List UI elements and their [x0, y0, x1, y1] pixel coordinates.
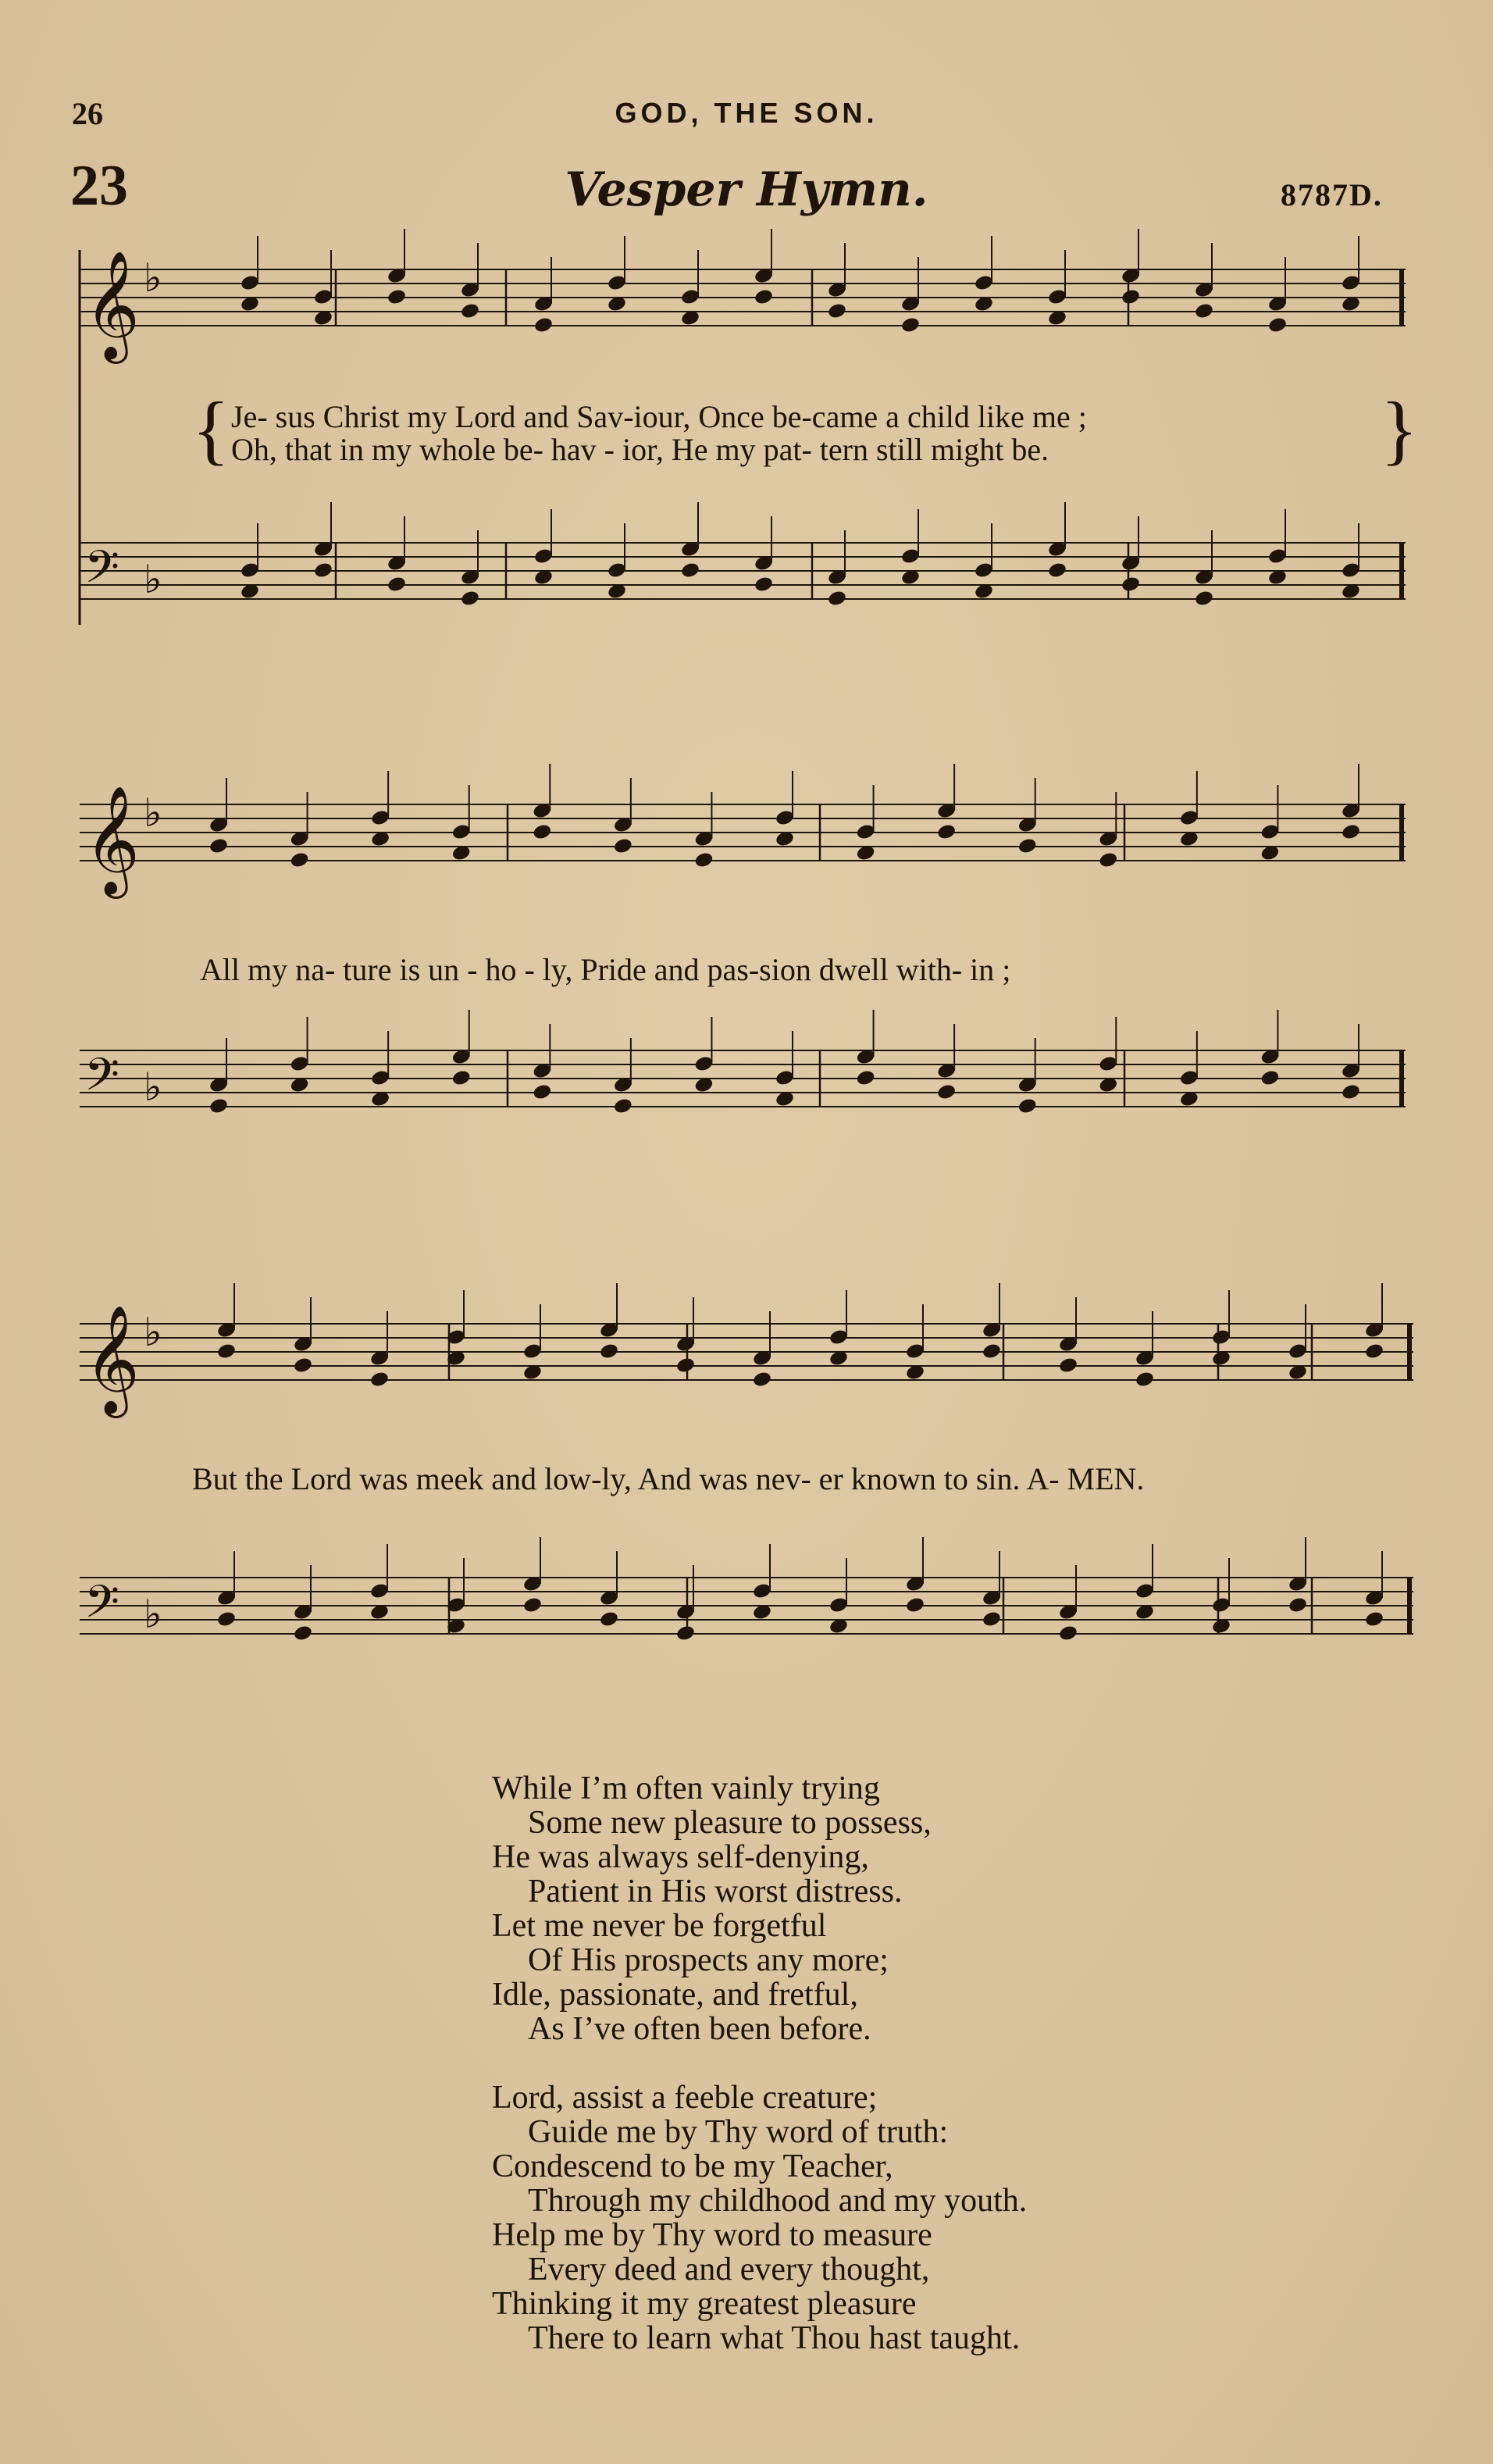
note-head [1017, 837, 1038, 855]
verse-line: Let me never be forgetful [492, 1908, 827, 1944]
additional-verses [492, 1771, 1027, 2390]
page-number: 26 [72, 96, 103, 131]
note-head [1047, 562, 1067, 579]
note-head [900, 316, 921, 334]
verse-line: While I’m often vainly trying [492, 1770, 880, 1806]
flat-key-signature: ♭ [144, 255, 162, 301]
note-head [289, 851, 309, 869]
note-head [1194, 302, 1214, 320]
note-head [451, 1069, 472, 1087]
flat-key-signature: ♭ [144, 1592, 162, 1637]
note-head [387, 288, 407, 306]
note-head [1121, 576, 1141, 594]
note-head [1267, 316, 1288, 334]
running-head: GOD, THE SON. [615, 97, 878, 129]
verse-line: There to learn what Thou hast taught. [528, 2320, 1021, 2356]
verse-line: Lord, assist a feeble creature; [492, 2080, 878, 2116]
note-head [532, 1083, 552, 1101]
verse-line: As I’ve often been before. [528, 2011, 871, 2047]
note-head [982, 1610, 1002, 1628]
bass-clef: 𝄢 [84, 1575, 120, 1639]
verse-line: Patient in His worst distress. [528, 1874, 903, 1910]
hymn-title: Vesper Hymn. [565, 162, 928, 217]
note-head [982, 1343, 1002, 1360]
note-head [754, 288, 774, 306]
note-head [936, 823, 957, 841]
meter-label: 8787D. [1281, 177, 1383, 212]
note-head [613, 1097, 633, 1115]
verse-line: Some new pleasure to possess, [528, 1805, 932, 1841]
note-head [216, 1343, 237, 1360]
verse-3 [492, 2081, 1027, 2355]
note-head [827, 590, 847, 608]
note-head [532, 823, 552, 841]
note-head [599, 1610, 619, 1628]
note-head [1135, 1371, 1155, 1389]
note-head [293, 1357, 313, 1375]
note-head [1058, 1357, 1078, 1375]
note-head [599, 1343, 619, 1360]
note-head [1341, 823, 1361, 841]
treble-clef: 𝄞 [84, 251, 140, 359]
verse-line: Through my childhood and my youth. [528, 2183, 1028, 2219]
verse-brace-right: } [1381, 386, 1418, 472]
note-head [522, 1596, 543, 1614]
verse-line: Of His prospects any more; [528, 1942, 889, 1978]
note-head [1364, 1610, 1384, 1628]
verse-line: He was always self-denying, [492, 1839, 869, 1875]
verse-line: Help me by Thy word to measure [492, 2217, 932, 2253]
lyric-line-1-verse-2: Oh, that in my whole be- hav - ior, He my pat- tern still might be. [231, 432, 1049, 467]
note-head [1288, 1596, 1308, 1614]
note-head [208, 837, 229, 855]
note-head [675, 1624, 696, 1642]
treble-clef: 𝄞 [84, 786, 140, 894]
hymn-number: 23 [70, 154, 128, 218]
note-head [754, 576, 774, 594]
flat-key-signature: ♭ [144, 1064, 162, 1110]
note-head [387, 576, 407, 594]
note-head [675, 1357, 696, 1375]
note-head [1341, 1083, 1361, 1101]
note-head [1058, 1624, 1078, 1642]
note-head [293, 1624, 313, 1642]
lyric-line-2: All my na- ture is un - ho - ly, Pride and pas-sion dwell with- in ; [200, 952, 1011, 987]
note-head [855, 1069, 875, 1087]
verse-brace-left: { [192, 386, 230, 472]
note-head [216, 1610, 237, 1628]
note-head [827, 302, 847, 320]
note-head [1098, 851, 1118, 869]
treble-clef: 𝄞 [84, 1305, 140, 1414]
flat-key-signature: ♭ [144, 790, 162, 836]
note-head [460, 302, 480, 320]
note-head [369, 1371, 390, 1389]
flat-key-signature: ♭ [144, 557, 162, 602]
verse-line: Every deed and every thought, [528, 2252, 930, 2287]
note-head [905, 1596, 925, 1614]
bass-clef: 𝄢 [84, 1048, 120, 1112]
note-head [1260, 1069, 1280, 1087]
note-head [533, 316, 554, 334]
note-head [313, 562, 333, 579]
flat-key-signature: ♭ [144, 1310, 162, 1355]
bass-clef: 𝄢 [84, 540, 120, 604]
note-head [752, 1371, 772, 1389]
note-head [680, 562, 700, 579]
note-head [693, 851, 714, 869]
verse-line: Condescend to be my Teacher, [492, 2148, 893, 2184]
note-head [1017, 1097, 1038, 1115]
note-head [936, 1083, 957, 1101]
note-head [613, 837, 633, 855]
verse-line: Idle, passionate, and fretful, [492, 1977, 858, 2013]
verse-line: Thinking it my greatest pleasure [492, 2286, 917, 2322]
note-head [208, 1097, 229, 1115]
note-head [460, 590, 480, 608]
note-head [1121, 288, 1141, 306]
lyric-line-3: But the Lord was meek and low-ly, And was nev- er known to sin. A- MEN. [192, 1461, 1145, 1496]
verse-line: Guide me by Thy word of truth: [528, 2114, 949, 2150]
lyric-line-1-verse-1: Je- sus Christ my Lord and Sav-iour, Once be-came a child like me ; [231, 399, 1087, 434]
verse-2 [492, 1771, 1027, 2046]
note-head [1194, 590, 1214, 608]
note-head [1364, 1343, 1384, 1360]
